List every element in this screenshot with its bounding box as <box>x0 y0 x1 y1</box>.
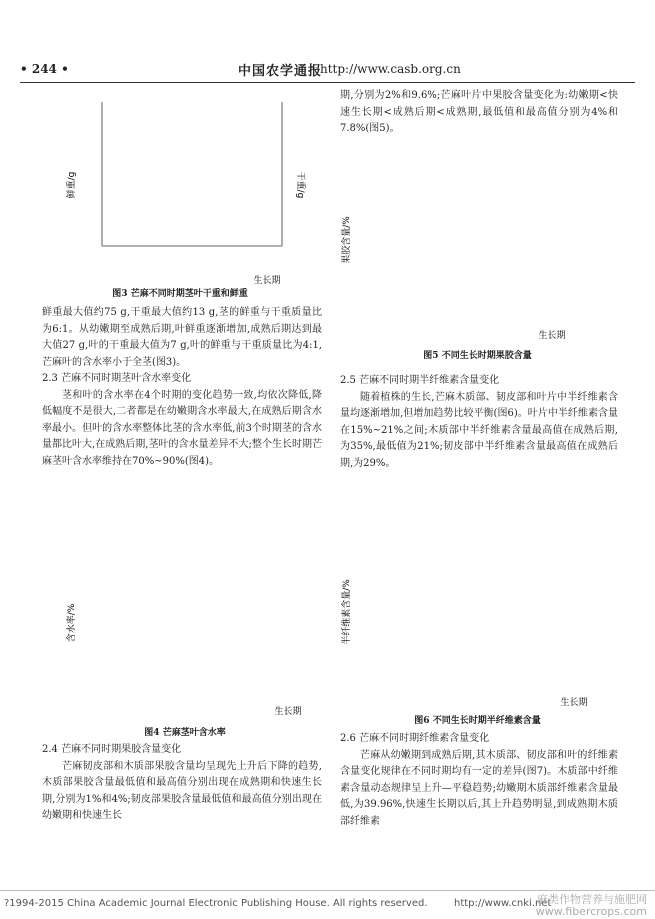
figure-3 <box>60 90 305 290</box>
right-column-lower <box>340 731 618 830</box>
section-2-6-heading: 2.6 芒麻不同时期纤维素含量变化 <box>340 733 490 744</box>
figure-6 <box>335 512 620 712</box>
journal-url: http://www.casb.org.cn <box>320 62 461 76</box>
journal-title: 中国农学通报 <box>238 64 323 79</box>
right-para-1: 期,分别为2%和9.6%;芒麻叶片中果胶含量变化为:幼嫩期<快速生长期<成熟后期<成熟期,最低值和最高值分别为4%和7.8%(图5)。 <box>340 90 618 134</box>
figure-3-caption: 图3 芒麻不同时期茎叶干重和鲜重 <box>112 289 248 299</box>
fig5-ylabel: 果胶含量/% <box>342 216 352 264</box>
fig3-xcat4-line2: 生长期 <box>253 276 281 286</box>
left-column-upper <box>42 305 322 470</box>
left-para-2: 茎和叶的含水率在4个时期的变化趋势一致,均依次降低,降低幅度不是很大,二者都是在幼嫩期含水率最大,在成熟后期含水率最小。但叶的含水率整体比茎的含水率低,前3个时期茎的含水量都比叶大,在成熟后期,茎叶的含水量差异不大;整个生长时期芒麻茎叶含水率维持在70%~90%(图4)。 <box>42 389 322 467</box>
figure-4-chart <box>50 528 320 723</box>
figure-3-chart <box>60 90 305 290</box>
left-column-lower <box>42 742 322 825</box>
figure-5 <box>335 150 620 345</box>
figure-5-caption: 图5 不同生长时期果胶含量 <box>423 351 532 361</box>
watermark-site-url: www.fibercrops.com <box>535 905 647 918</box>
fig6-ylabel: 半纤维素含量/% <box>342 579 352 645</box>
left-para-1: 鲜重最大值约75 g,干重最大值约13 g,茎的鲜重与干重质量比为6:1。从幼嫩期至成熟后期,叶鲜重逐渐增加,成熟后期达到最大值27 g,叶的干重最大值为7 g,叶的鲜重与干重质量比为4:1,芒麻叶的含水率小于全茎(图3)。 <box>42 307 322 368</box>
watermark-site-name: 麻类作物营养与施肥网 <box>537 893 647 906</box>
figure-4 <box>50 528 320 723</box>
figure-5-chart <box>335 150 620 345</box>
figure-4-caption: 图4 芒麻茎叶含水率 <box>144 728 226 738</box>
right-column-middle <box>340 373 618 472</box>
left-para-3: 芒麻韧皮部和木质部果胶含量均呈现先上升后下降的趋势,木质部果胶含量最低值和最高值分别出现在成熟期和快速生长期,分别为1%和4%;韧皮部果胶含量最低值和最高值分别出现在幼嫩期和快速生长 <box>42 760 322 821</box>
fig4-xcat4-line2: 生长期 <box>274 707 302 717</box>
figure-6-chart <box>335 512 620 712</box>
fig4-ylabel: 含水率/% <box>67 603 77 643</box>
right-column-upper <box>340 88 618 138</box>
footer-copyright: ?1994-2015 China Academic Journal Electronic Publishing House. All rights reserved. <box>4 898 428 909</box>
section-2-5-heading: 2.5 芒麻不同时期半纤维素含量变化 <box>340 375 500 386</box>
fig3-ylabel-left: 鲜重/g <box>67 171 77 199</box>
right-para-2: 随着植株的生长,芒麻木质部、韧皮部和叶片中半纤维素含量均逐渐增加,但增加趋势比较平衡(图6)。叶片中半纤维素含量在15%~21%之间;木质部中半纤维素含量最高值在成熟后期,为35%,最低值为21%;韧皮部中半纤维素含量最高值在成熟后期,为29%。 <box>340 391 618 469</box>
fig3-ylabel-right: 干重/g <box>295 171 305 199</box>
figure-6-caption: 图6 不同生长时期半纤维素含量 <box>414 716 541 726</box>
header-rule <box>20 82 635 83</box>
footer-cnki-link[interactable]: http://www.cnki.net <box>454 898 552 909</box>
section-2-3-heading: 2.3 芒麻不同时期茎叶含水率变化 <box>42 373 192 384</box>
fig5-xcat4-line2: 生长期 <box>538 331 566 341</box>
page-number: • 244 • <box>20 62 69 76</box>
section-2-4-heading: 2.4 芒麻不同时期果胶含量变化 <box>42 744 182 755</box>
fig6-xcat4-line2: 生长期 <box>560 698 588 708</box>
right-para-3: 芒麻从幼嫩期到成熟后期,其木质部、韧皮部和叶的纤维素含量变化规律在不同时期均有一定的差异(图7)。木质部中纤维素含量动态规律呈上升—平稳趋势;幼嫩期木质部纤维素含量最低,为39.96%,快速生长期以后,其上升趋势明显,到成熟期木质部纤维素 <box>340 749 618 827</box>
